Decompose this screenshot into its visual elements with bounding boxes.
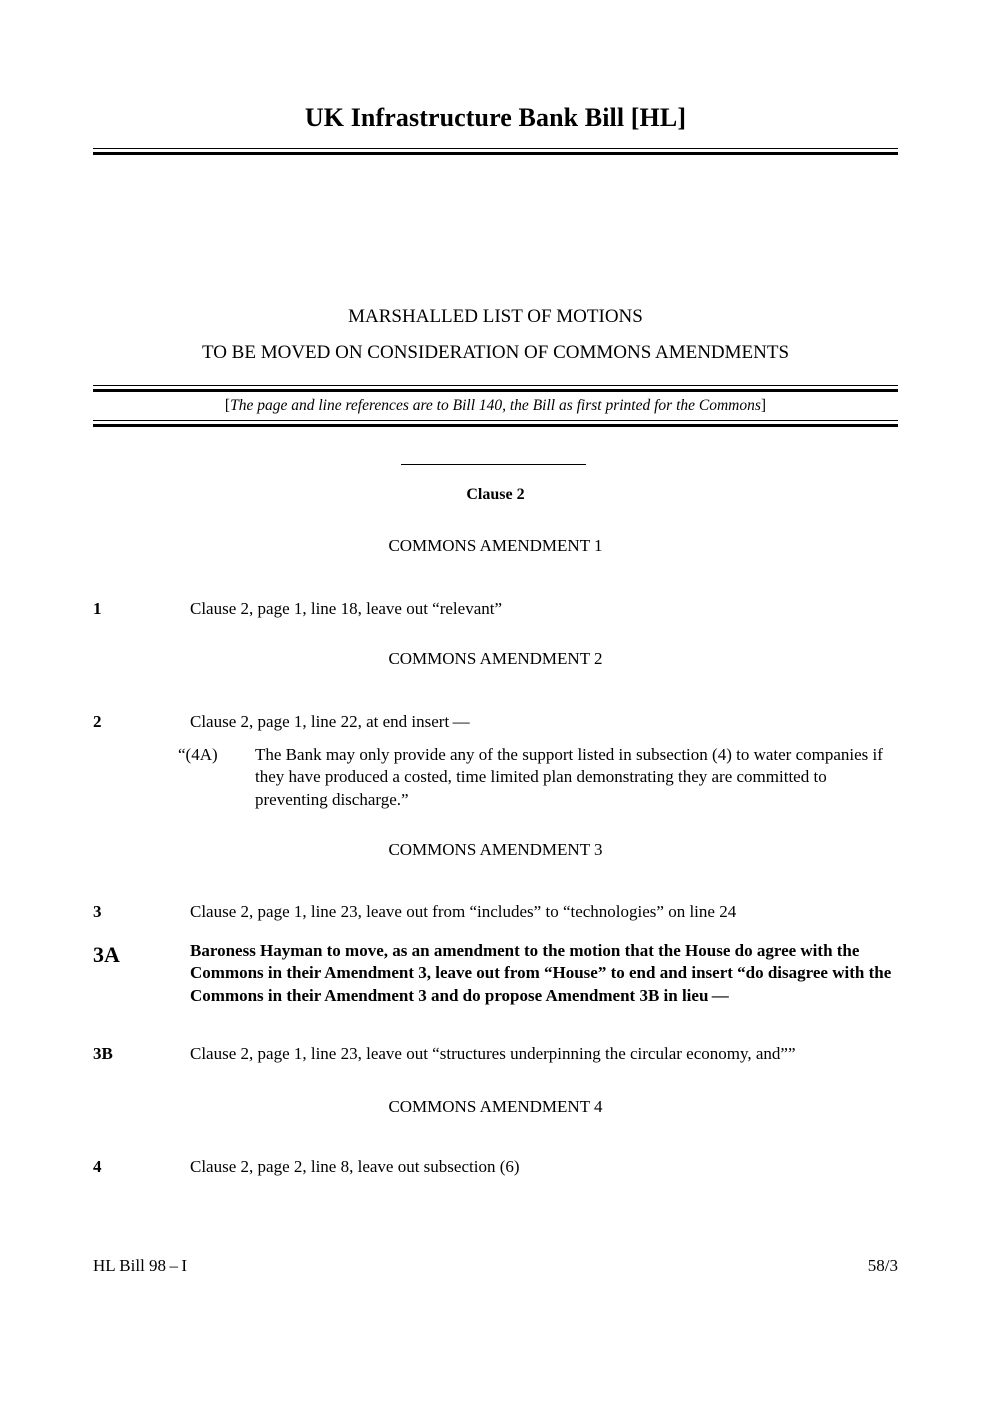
subtitle-line-1: MARSHALLED LIST OF MOTIONS [348,306,643,327]
amendment-item-2-quote [93,744,898,811]
item-number: 3A [93,942,120,967]
amendment-heading-3: COMMONS AMENDMENT 3 [388,840,603,859]
item-number: 4 [93,1157,102,1176]
item-text: Clause 2, page 1, line 18, leave out “relevant” [190,599,503,618]
item-text: Clause 2, page 1, line 22, at end insert — [190,712,470,731]
subtitle-line-2: TO BE MOVED ON CONSIDERATION OF COMMONS AMENDMENTS [201,342,790,363]
amendment-heading-4: COMMONS AMENDMENT 4 [388,1097,603,1116]
page-title: UK Infrastructure Bank Bill [HL] [304,103,687,132]
amendment-item-1 [93,598,898,620]
amendment-item-3 [93,901,898,923]
note-top-double-rule [93,385,898,392]
note-open-bracket: [ [224,397,231,414]
rule-thick [93,389,898,392]
item-text: Clause 2, page 1, line 23, leave out from “includes” to “technologies” on line 24 [190,902,737,921]
reference-note [93,397,898,415]
item-number: 2 [93,712,102,731]
amendment-heading-2: COMMONS AMENDMENT 2 [388,649,603,668]
item-text: Clause 2, page 2, line 8, leave out subsection (6) [190,1157,520,1176]
quote-label: “(4A) [178,745,218,764]
item-text: Baroness Hayman to move, as an amendment to the motion that the House do agree with the Commons in their Amendment 3, leave out from “House” to end and insert “do disagree with the Commons in their Amendment 3 and do propose Amendment 3B in lieu — [190,941,892,1005]
note-text: The page and line references are to Bill 140, the Bill as first printed for the Commons [230,397,761,414]
amendment-item-2 [93,711,898,733]
amendment-item-3b [93,1043,898,1065]
note-bottom-double-rule [93,420,898,427]
quote-text: The Bank may only provide any of the support listed in subsection (4) to water companies if they have produced a costed, time limited plan demonstrating they are committed to preventing discharge.” [255,745,883,809]
amendment-heading-1: COMMONS AMENDMENT 1 [388,536,603,555]
rule-thick [93,152,898,155]
title-double-rule [93,148,898,155]
section-divider-rule [401,464,586,465]
item-number: 1 [93,599,102,618]
footer-bill-number: HL Bill 98 – I [93,1256,188,1275]
item-number: 3 [93,902,102,921]
item-text: Clause 2, page 1, line 23, leave out “structures underpinning the circular economy, and”” [190,1044,796,1063]
amendment-item-3a [93,940,898,1007]
note-close-bracket: ] [760,397,767,414]
item-number: 3B [93,1044,113,1063]
amendment-item-4 [93,1156,898,1178]
clause-heading: Clause 2 [466,486,525,503]
rule-thick [93,424,898,427]
footer-page-number: 58/3 [867,1256,898,1275]
